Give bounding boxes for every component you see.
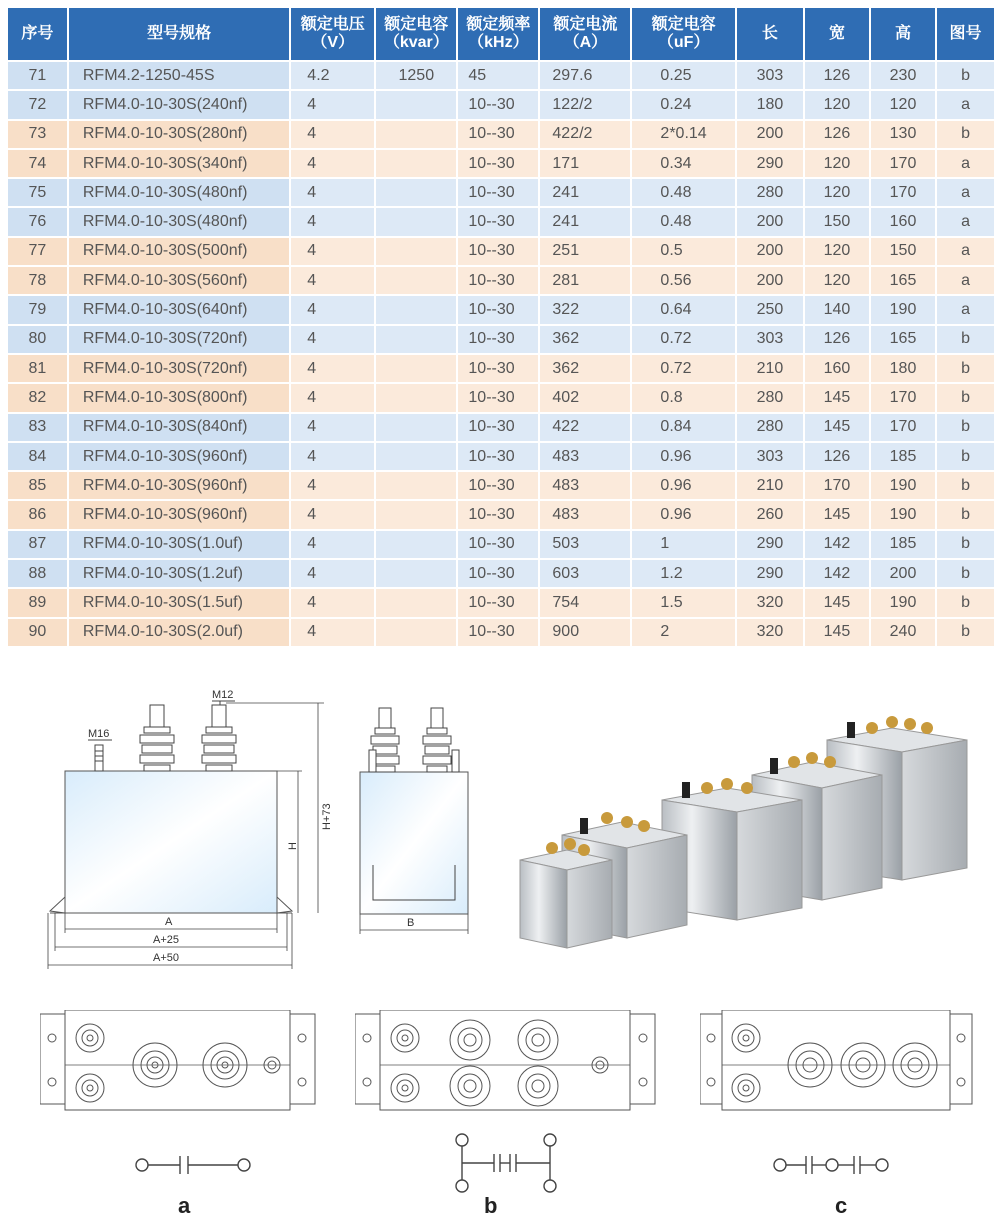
table-cell-model: RFM4.0-10-30S(500nf) xyxy=(69,238,289,265)
table-cell-f: 10--30 xyxy=(458,150,538,177)
table-cell-no: 88 xyxy=(8,560,67,587)
table-cell-kvar xyxy=(376,208,456,235)
table-cell-v: 4 xyxy=(291,296,374,323)
table-cell-a: 422 xyxy=(540,414,630,441)
table-row xyxy=(8,179,994,206)
table-cell-h: 165 xyxy=(871,267,935,294)
table-row xyxy=(8,238,994,265)
table-cell-f: 10--30 xyxy=(458,619,538,646)
table-cell-v: 4 xyxy=(291,414,374,441)
table-cell-no: 90 xyxy=(8,619,67,646)
table-body xyxy=(8,62,994,646)
table-cell-w: 120 xyxy=(805,238,869,265)
table-cell-fig: a xyxy=(937,179,994,206)
table-cell-model: RFM4.0-10-30S(1.2uf) xyxy=(69,560,289,587)
table-row xyxy=(8,326,994,353)
table-row xyxy=(8,267,994,294)
table-cell-uf: 0.8 xyxy=(632,384,735,411)
table-cell-v: 4 xyxy=(291,179,374,206)
table-cell-f: 10--30 xyxy=(458,267,538,294)
table-cell-no: 83 xyxy=(8,414,67,441)
table-cell-model: RFM4.0-10-30S(280nf) xyxy=(69,121,289,148)
table-cell-model: RFM4.0-10-30S(800nf) xyxy=(69,384,289,411)
table-row xyxy=(8,501,994,528)
header-capacitance xyxy=(632,8,735,60)
table-cell-uf: 0.25 xyxy=(632,62,735,89)
table-cell-a: 483 xyxy=(540,443,630,470)
table-cell-l: 260 xyxy=(737,501,803,528)
table-cell-kvar xyxy=(376,326,456,353)
table-cell-uf: 2 xyxy=(632,619,735,646)
table-cell-w: 126 xyxy=(805,62,869,89)
table-cell-model: RFM4.0-10-30S(480nf) xyxy=(69,179,289,206)
table-cell-kvar xyxy=(376,296,456,323)
table-cell-model: RFM4.0-10-30S(340nf) xyxy=(69,150,289,177)
table-cell-v: 4 xyxy=(291,531,374,558)
table-row xyxy=(8,150,994,177)
table-cell-no: 75 xyxy=(8,179,67,206)
table-cell-no: 79 xyxy=(8,296,67,323)
table-cell-model: RFM4.0-10-30S(1.0uf) xyxy=(69,531,289,558)
table-cell-f: 10--30 xyxy=(458,560,538,587)
table-cell-v: 4 xyxy=(291,267,374,294)
table-cell-h: 165 xyxy=(871,326,935,353)
table-cell-a: 122/2 xyxy=(540,91,630,118)
table-cell-f: 10--30 xyxy=(458,296,538,323)
table-cell-kvar xyxy=(376,267,456,294)
table-cell-model: RFM4.0-10-30S(1.5uf) xyxy=(69,589,289,616)
table-cell-uf: 0.96 xyxy=(632,472,735,499)
table-cell-w: 160 xyxy=(805,355,869,382)
header-height: 高 xyxy=(871,8,935,60)
table-cell-uf: 0.84 xyxy=(632,414,735,441)
table-cell-fig: a xyxy=(937,208,994,235)
table-cell-fig: b xyxy=(937,472,994,499)
table-cell-fig: b xyxy=(937,531,994,558)
table-cell-uf: 1 xyxy=(632,531,735,558)
header-kvar-line1: 额定电容 xyxy=(384,16,449,33)
table-cell-h: 170 xyxy=(871,179,935,206)
table-cell-h: 230 xyxy=(871,62,935,89)
table-cell-a: 422/2 xyxy=(540,121,630,148)
table-cell-kvar xyxy=(376,91,456,118)
table-cell-w: 145 xyxy=(805,619,869,646)
table-cell-no: 76 xyxy=(8,208,67,235)
table-cell-l: 280 xyxy=(737,384,803,411)
table-cell-uf: 0.64 xyxy=(632,296,735,323)
header-voltage-line2: （V） xyxy=(311,34,355,51)
table-cell-model: RFM4.0-10-30S(720nf) xyxy=(69,326,289,353)
header-capacitance-line2: （uF） xyxy=(657,34,710,51)
table-cell-h: 190 xyxy=(871,472,935,499)
table-row xyxy=(8,296,994,323)
table-cell-a: 241 xyxy=(540,208,630,235)
table-cell-f: 10--30 xyxy=(458,121,538,148)
table-cell-uf: 0.72 xyxy=(632,326,735,353)
product-photo xyxy=(512,700,990,955)
front-view-drawing xyxy=(40,685,340,975)
table-row xyxy=(8,208,994,235)
table-cell-h: 240 xyxy=(871,619,935,646)
table-cell-l: 320 xyxy=(737,589,803,616)
header-current xyxy=(540,8,630,60)
table-cell-l: 180 xyxy=(737,91,803,118)
table-cell-l: 290 xyxy=(737,531,803,558)
table-cell-w: 120 xyxy=(805,91,869,118)
table-row xyxy=(8,619,994,646)
table-cell-h: 185 xyxy=(871,531,935,558)
table-cell-kvar xyxy=(376,589,456,616)
table-cell-no: 80 xyxy=(8,326,67,353)
bushing-icon xyxy=(140,705,174,771)
table-cell-w: 145 xyxy=(805,501,869,528)
table-cell-h: 120 xyxy=(871,91,935,118)
table-cell-v: 4 xyxy=(291,384,374,411)
table-cell-uf: 2*0.14 xyxy=(632,121,735,148)
table-cell-h: 160 xyxy=(871,208,935,235)
top-view-a xyxy=(40,1010,320,1115)
table-cell-v: 4 xyxy=(291,208,374,235)
header-current-line2: （A） xyxy=(563,34,608,51)
table-cell-uf: 0.48 xyxy=(632,208,735,235)
table-cell-a: 402 xyxy=(540,384,630,411)
table-cell-fig: b xyxy=(937,355,994,382)
table-cell-f: 10--30 xyxy=(458,91,538,118)
header-figure: 图号 xyxy=(937,8,994,60)
table-cell-kvar xyxy=(376,179,456,206)
header-current-line1: 额定电流 xyxy=(553,16,618,33)
table-cell-uf: 0.72 xyxy=(632,355,735,382)
header-frequency-line2: （kHz） xyxy=(468,34,529,51)
table-cell-kvar: 1250 xyxy=(376,62,456,89)
table-cell-v: 4 xyxy=(291,619,374,646)
table-cell-v: 4 xyxy=(291,443,374,470)
table-cell-h: 200 xyxy=(871,560,935,587)
table-cell-fig: a xyxy=(937,267,994,294)
figure-label-b: b xyxy=(484,1193,498,1218)
table-cell-l: 290 xyxy=(737,150,803,177)
table-cell-v: 4 xyxy=(291,326,374,353)
table-row xyxy=(8,472,994,499)
table-cell-fig: a xyxy=(937,150,994,177)
table-cell-l: 200 xyxy=(737,208,803,235)
table-cell-h: 180 xyxy=(871,355,935,382)
table-cell-a: 603 xyxy=(540,560,630,587)
table-cell-kvar xyxy=(376,443,456,470)
table-cell-kvar xyxy=(376,384,456,411)
circuit-symbol-c xyxy=(770,1150,895,1180)
table-cell-uf: 1.5 xyxy=(632,589,735,616)
side-view-drawing xyxy=(355,700,480,940)
table-cell-f: 10--30 xyxy=(458,326,538,353)
table-cell-uf: 0.56 xyxy=(632,267,735,294)
table-cell-v: 4 xyxy=(291,501,374,528)
table-cell-w: 142 xyxy=(805,560,869,587)
header-model: 型号规格 xyxy=(69,8,289,60)
table-row xyxy=(8,531,994,558)
table-cell-a: 900 xyxy=(540,619,630,646)
top-view-c xyxy=(700,1010,975,1115)
table-cell-no: 78 xyxy=(8,267,67,294)
table-cell-kvar xyxy=(376,619,456,646)
table-cell-a: 362 xyxy=(540,326,630,353)
table-cell-v: 4 xyxy=(291,238,374,265)
header-voltage-line1: 额定电压 xyxy=(300,16,365,33)
table-cell-model: RFM4.0-10-30S(840nf) xyxy=(69,414,289,441)
table-cell-v: 4 xyxy=(291,121,374,148)
table-cell-model: RFM4.0-10-30S(960nf) xyxy=(69,501,289,528)
table-cell-a: 251 xyxy=(540,238,630,265)
table-cell-no: 81 xyxy=(8,355,67,382)
table-cell-f: 10--30 xyxy=(458,589,538,616)
header-no: 序号 xyxy=(8,8,67,60)
table-cell-fig: b xyxy=(937,589,994,616)
table-cell-l: 290 xyxy=(737,560,803,587)
table-cell-kvar xyxy=(376,150,456,177)
table-cell-f: 10--30 xyxy=(458,238,538,265)
table-cell-w: 126 xyxy=(805,443,869,470)
table-cell-a: 754 xyxy=(540,589,630,616)
table-row xyxy=(8,384,994,411)
table-cell-f: 45 xyxy=(458,62,538,89)
table-cell-a: 483 xyxy=(540,472,630,499)
table-cell-kvar xyxy=(376,501,456,528)
table-cell-a: 281 xyxy=(540,267,630,294)
table-cell-l: 210 xyxy=(737,472,803,499)
table-row xyxy=(8,589,994,616)
table-cell-no: 87 xyxy=(8,531,67,558)
table-cell-w: 126 xyxy=(805,326,869,353)
table-cell-l: 303 xyxy=(737,326,803,353)
table-cell-a: 503 xyxy=(540,531,630,558)
table-cell-v: 4 xyxy=(291,150,374,177)
spec-table xyxy=(6,6,996,648)
table-cell-fig: b xyxy=(937,121,994,148)
table-row xyxy=(8,443,994,470)
table-cell-f: 10--30 xyxy=(458,179,538,206)
figure-label-a: a xyxy=(178,1193,191,1218)
table-cell-kvar xyxy=(376,355,456,382)
table-cell-w: 170 xyxy=(805,472,869,499)
table-cell-w: 126 xyxy=(805,121,869,148)
table-cell-uf: 0.96 xyxy=(632,443,735,470)
table-cell-fig: b xyxy=(937,384,994,411)
table-cell-h: 170 xyxy=(871,414,935,441)
table-row xyxy=(8,121,994,148)
table-cell-f: 10--30 xyxy=(458,443,538,470)
table-cell-h: 130 xyxy=(871,121,935,148)
table-cell-kvar xyxy=(376,472,456,499)
table-cell-no: 85 xyxy=(8,472,67,499)
table-cell-a: 362 xyxy=(540,355,630,382)
table-cell-f: 10--30 xyxy=(458,472,538,499)
table-cell-no: 72 xyxy=(8,91,67,118)
table-cell-a: 483 xyxy=(540,501,630,528)
table-cell-fig: b xyxy=(937,62,994,89)
table-cell-w: 120 xyxy=(805,179,869,206)
table-cell-a: 171 xyxy=(540,150,630,177)
table-cell-model: RFM4.0-10-30S(480nf) xyxy=(69,208,289,235)
table-cell-l: 200 xyxy=(737,238,803,265)
table-cell-f: 10--30 xyxy=(458,384,538,411)
table-cell-kvar xyxy=(376,560,456,587)
table-cell-no: 89 xyxy=(8,589,67,616)
table-cell-l: 303 xyxy=(737,62,803,89)
table-header-row xyxy=(8,8,994,60)
table-cell-h: 190 xyxy=(871,296,935,323)
table-cell-v: 4 xyxy=(291,589,374,616)
table-cell-h: 190 xyxy=(871,501,935,528)
table-cell-h: 170 xyxy=(871,384,935,411)
table-cell-model: RFM4.0-10-30S(240nf) xyxy=(69,91,289,118)
table-row xyxy=(8,355,994,382)
top-view-b xyxy=(355,1010,660,1115)
table-cell-h: 190 xyxy=(871,589,935,616)
table-cell-uf: 0.48 xyxy=(632,179,735,206)
table-cell-a: 297.6 xyxy=(540,62,630,89)
table-cell-w: 145 xyxy=(805,384,869,411)
header-width: 宽 xyxy=(805,8,869,60)
table-cell-f: 10--30 xyxy=(458,355,538,382)
label-dim-h73: H+73 xyxy=(321,803,333,830)
table-cell-l: 250 xyxy=(737,296,803,323)
table-cell-w: 142 xyxy=(805,531,869,558)
header-frequency-line1: 额定频率 xyxy=(466,16,531,33)
label-dim-a25: A+25 xyxy=(153,934,179,946)
label-m12: M12 xyxy=(212,689,234,701)
label-dim-a: A xyxy=(165,916,173,928)
table-cell-no: 82 xyxy=(8,384,67,411)
table-cell-kvar xyxy=(376,414,456,441)
table-cell-model: RFM4.0-10-30S(960nf) xyxy=(69,472,289,499)
table-cell-l: 280 xyxy=(737,414,803,441)
table-cell-model: RFM4.0-10-30S(560nf) xyxy=(69,267,289,294)
table-row xyxy=(8,91,994,118)
header-kvar xyxy=(376,8,456,60)
table-cell-w: 145 xyxy=(805,589,869,616)
table-cell-fig: a xyxy=(937,238,994,265)
table-cell-a: 241 xyxy=(540,179,630,206)
table-cell-l: 200 xyxy=(737,267,803,294)
small-terminal-icon xyxy=(95,745,103,771)
table-cell-fig: b xyxy=(937,443,994,470)
table-cell-kvar xyxy=(376,121,456,148)
table-cell-no: 86 xyxy=(8,501,67,528)
table-cell-f: 10--30 xyxy=(458,208,538,235)
table-cell-model: RFM4.0-10-30S(2.0uf) xyxy=(69,619,289,646)
table-cell-l: 280 xyxy=(737,179,803,206)
table-cell-h: 170 xyxy=(871,150,935,177)
label-dim-a50: A+50 xyxy=(153,952,179,964)
table-cell-model: RFM4.0-10-30S(720nf) xyxy=(69,355,289,382)
table-cell-v: 4 xyxy=(291,91,374,118)
table-cell-kvar xyxy=(376,531,456,558)
table-cell-l: 320 xyxy=(737,619,803,646)
label-m16: M16 xyxy=(88,728,110,740)
table-cell-no: 84 xyxy=(8,443,67,470)
table-cell-model: RFM4.0-10-30S(640nf) xyxy=(69,296,289,323)
table-cell-no: 73 xyxy=(8,121,67,148)
table-cell-v: 4 xyxy=(291,355,374,382)
table-cell-no: 77 xyxy=(8,238,67,265)
table-cell-fig: b xyxy=(937,414,994,441)
circuit-symbol-a xyxy=(130,1150,260,1180)
header-length: 长 xyxy=(737,8,803,60)
table-cell-l: 200 xyxy=(737,121,803,148)
table-cell-fig: b xyxy=(937,326,994,353)
table-cell-v: 4 xyxy=(291,472,374,499)
table-cell-w: 150 xyxy=(805,208,869,235)
table-cell-w: 145 xyxy=(805,414,869,441)
table-cell-model: RFM4.2-1250-45S xyxy=(69,62,289,89)
table-cell-v: 4.2 xyxy=(291,62,374,89)
table-cell-model: RFM4.0-10-30S(960nf) xyxy=(69,443,289,470)
table-cell-fig: b xyxy=(937,619,994,646)
table-cell-fig: b xyxy=(937,501,994,528)
table-cell-v: 4 xyxy=(291,560,374,587)
table-cell-w: 120 xyxy=(805,150,869,177)
table-cell-uf: 0.5 xyxy=(632,238,735,265)
header-frequency xyxy=(458,8,538,60)
table-cell-uf: 1.2 xyxy=(632,560,735,587)
table-cell-uf: 0.34 xyxy=(632,150,735,177)
table-row xyxy=(8,62,994,89)
label-dim-b: B xyxy=(407,917,415,929)
table-cell-kvar xyxy=(376,238,456,265)
table-cell-no: 71 xyxy=(8,62,67,89)
table-cell-f: 10--30 xyxy=(458,531,538,558)
header-kvar-line2: （kvar） xyxy=(383,34,449,51)
table-row xyxy=(8,414,994,441)
circuit-symbol-b xyxy=(450,1132,565,1194)
table-cell-fig: a xyxy=(937,91,994,118)
table-cell-uf: 0.96 xyxy=(632,501,735,528)
table-cell-w: 120 xyxy=(805,267,869,294)
table-cell-f: 10--30 xyxy=(458,414,538,441)
table-cell-fig: a xyxy=(937,296,994,323)
table-cell-f: 10--30 xyxy=(458,501,538,528)
table-cell-uf: 0.24 xyxy=(632,91,735,118)
table-cell-fig: b xyxy=(937,560,994,587)
table-cell-l: 210 xyxy=(737,355,803,382)
table-row xyxy=(8,560,994,587)
header-voltage xyxy=(291,8,374,60)
bushing-icon xyxy=(423,708,451,772)
side-body xyxy=(360,772,468,914)
table-cell-a: 322 xyxy=(540,296,630,323)
label-dim-h: H xyxy=(287,842,299,850)
front-body xyxy=(65,771,277,913)
bushing-icon xyxy=(202,705,236,771)
table-cell-no: 74 xyxy=(8,150,67,177)
table-cell-h: 185 xyxy=(871,443,935,470)
table-cell-w: 140 xyxy=(805,296,869,323)
table-cell-l: 303 xyxy=(737,443,803,470)
figure-label-c: c xyxy=(835,1193,848,1218)
header-capacitance-line1: 额定电容 xyxy=(651,16,716,33)
table-cell-h: 150 xyxy=(871,238,935,265)
